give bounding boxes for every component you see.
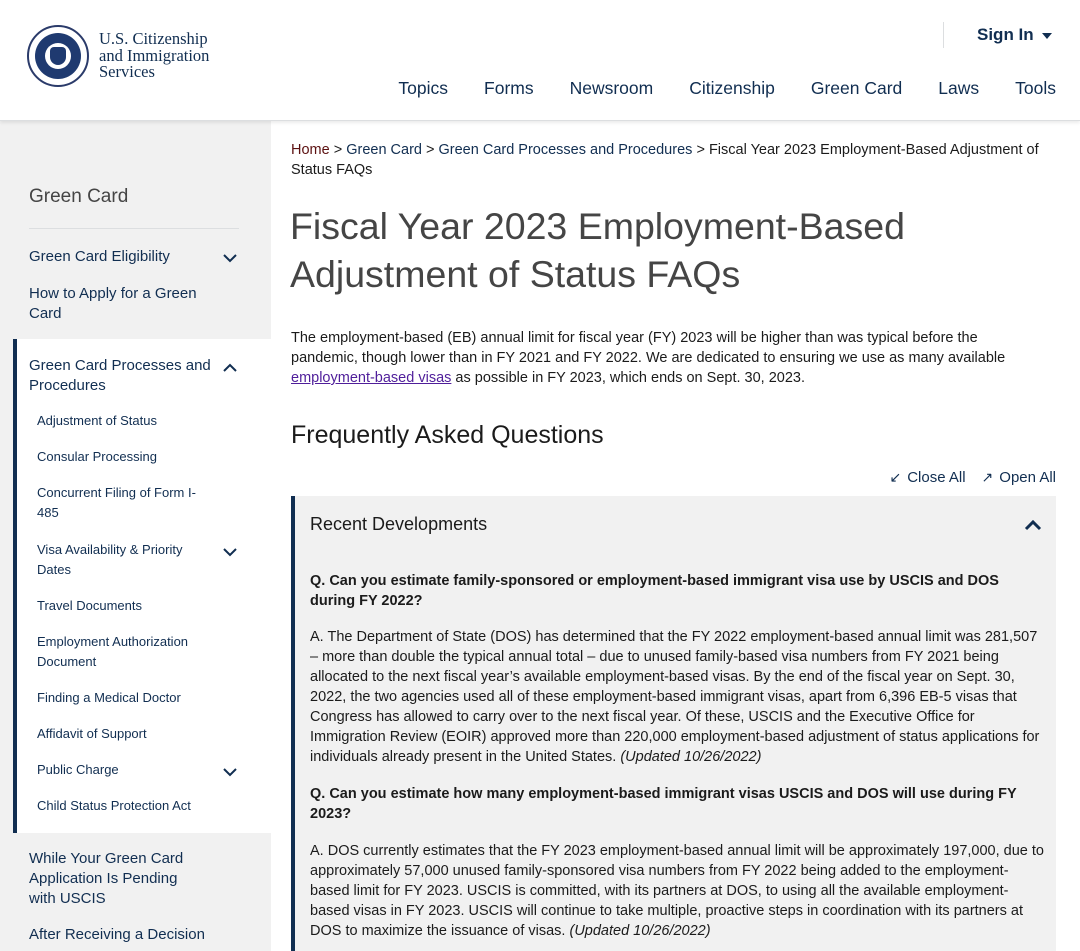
intro-paragraph — [291, 328, 1031, 388]
breadcrumb-separator: > — [333, 142, 343, 158]
breadcrumb-green-card[interactable]: Green Card — [346, 142, 422, 158]
top-navigation — [398, 78, 1056, 99]
nav-newsroom[interactable]: Newsroom — [569, 78, 654, 98]
chevron-up-icon[interactable] — [223, 360, 233, 370]
sidebar-subitem-employment-authorization[interactable]: Employment Authorization Document — [37, 634, 189, 669]
agency-line2: and Immigration — [99, 45, 210, 65]
faq-question-2: Q. Can you estimate how many employment-based immigrant visas USCIS and DOS will use during FY 2023? — [310, 786, 1017, 822]
sidebar-subitem-visa-availability[interactable]: Visa Availability & Priority Dates — [37, 542, 183, 577]
sidebar-subitem-affidavit-of-support[interactable]: Affidavit of Support — [37, 726, 147, 741]
sidebar-subitem-medical-doctor[interactable]: Finding a Medical Doctor — [37, 690, 181, 705]
nav-laws[interactable]: Laws — [938, 78, 980, 98]
chevron-up-icon[interactable] — [1024, 518, 1042, 530]
faq-answer-1-updated: (Updated 10/26/2022) — [620, 749, 762, 765]
sidebar-subitem-consular-processing[interactable]: Consular Processing — [37, 449, 157, 464]
chevron-down-icon[interactable] — [223, 544, 233, 554]
expand-arrows-icon: ↗ — [981, 469, 994, 485]
sidebar-item-after-decision[interactable]: After Receiving a Decision — [29, 926, 205, 943]
nav-tools[interactable]: Tools — [1015, 78, 1056, 98]
faq-answer-1 — [310, 627, 1045, 767]
intro-text-after: as possible in FY 2023, which ends on Sept. 30, 2023. — [451, 370, 805, 386]
accordion-controls — [889, 469, 1056, 486]
agency-line1: U.S. Citizenship — [99, 29, 208, 48]
nav-forms[interactable]: Forms — [484, 78, 534, 98]
sidebar-title: Green Card — [29, 186, 129, 207]
open-all-label: Open All — [999, 469, 1056, 486]
accordion-recent-developments — [291, 496, 1056, 951]
sidebar-subitem-child-status-protection[interactable]: Child Status Protection Act — [37, 798, 191, 813]
accordion-title[interactable]: Recent Developments — [310, 514, 488, 534]
faq-answer-1-text: A. The Department of State (DOS) has determined that the FY 2022 employment-based annual limit was 281,507 – more than double the typical annual total – due to unused family-based visa numbers from FY 2021 being allocated to the next fiscal year’s available employment-based visas. By the end of the fiscal year on Sept. 30, 2022, the two agencies used all of these employment-based immigrant visas, apart from 6,396 EB-5 visas that Congress has allowed to carry over to the next fiscal year. Of these, USCIS and the Executive Office for Immigration Review (EOIR) approved more than 220,000 employment-based adjustment of status applications for individuals already present in the United States. — [310, 629, 1040, 765]
faq-heading: Frequently Asked Questions — [291, 421, 604, 449]
faq-answer-2-updated: (Updated 10/26/2022) — [569, 923, 711, 939]
faq-question-1: Q. Can you estimate family-sponsored or employment-based immigrant visa use by USCIS and DOS during FY 2022? — [310, 573, 999, 609]
breadcrumb-current: Fiscal Year 2023 Employment-Based Adjustment of Status FAQs — [291, 142, 1039, 178]
agency-name-logo[interactable] — [99, 31, 209, 81]
close-all-label: Close All — [907, 469, 966, 486]
nav-green-card[interactable]: Green Card — [810, 78, 903, 98]
sign-in-label: Sign In — [977, 25, 1034, 44]
sidebar-divider — [29, 228, 239, 229]
sidebar-item-green-card-eligibility[interactable]: Green Card Eligibility — [29, 248, 170, 265]
close-all-button[interactable] — [889, 469, 965, 486]
faq-answer-2-text: A. DOS currently estimates that the FY 2023 employment-based annual limit will be approximately 197,000, due to approximately 57,000 unused family-sponsored visa numbers from FY 2022 being added to the employment-based limit for FY 2023. USCIS is committed, with its partners at DOS, to using all the available employment-based visas in FY 2023. USCIS will continue to take multiple, proactive steps in coordination with its partners at DOS to maximize the issuance of visas. — [310, 843, 1044, 939]
site-header — [0, 0, 1080, 121]
nav-citizenship[interactable]: Citizenship — [689, 78, 775, 98]
collapse-arrows-icon: ↙ — [889, 469, 902, 485]
agency-line3: Services — [99, 62, 155, 81]
intro-text-before: The employment-based (EB) annual limit for fiscal year (FY) 2023 will be higher than was typical before the pandemic, though lower than in FY 2021 and FY 2022. We are dedicated to ensuring we use as many available — [291, 330, 1006, 366]
chevron-down-icon[interactable] — [223, 250, 233, 260]
open-all-button[interactable] — [982, 469, 1056, 486]
employment-based-visas-link[interactable]: employment-based visas — [291, 370, 452, 386]
breadcrumb-separator: > — [696, 142, 705, 158]
sidebar-item-application-pending[interactable]: While Your Green Card Application Is Pending with USCIS — [29, 850, 184, 907]
sidebar-subitem-adjustment-of-status[interactable]: Adjustment of Status — [37, 413, 157, 428]
breadcrumb — [291, 140, 1051, 180]
dhs-seal-icon[interactable] — [27, 25, 89, 87]
breadcrumb-home[interactable]: Home — [291, 142, 330, 158]
caret-down-icon — [1042, 33, 1052, 39]
nav-topics[interactable]: Topics — [398, 78, 449, 98]
breadcrumb-processes[interactable]: Green Card Processes and Procedures — [438, 142, 693, 158]
page-title: Fiscal Year 2023 Employment-Based Adjustment of Status FAQs — [290, 205, 905, 295]
sign-in-button[interactable] — [943, 22, 1052, 48]
sidebar-subitem-travel-documents[interactable]: Travel Documents — [37, 598, 142, 613]
sidebar-subitem-concurrent-filing[interactable]: Concurrent Filing of Form I-485 — [37, 485, 196, 520]
chevron-down-icon[interactable] — [223, 764, 233, 774]
breadcrumb-separator: > — [426, 142, 435, 158]
sidebar-item-how-to-apply[interactable]: How to Apply for a Green Card — [29, 285, 197, 322]
sidebar-item-processes-procedures[interactable]: Green Card Processes and Procedures — [29, 357, 211, 394]
sidebar-subitem-public-charge[interactable]: Public Charge — [37, 762, 119, 777]
faq-answer-2 — [310, 841, 1045, 941]
